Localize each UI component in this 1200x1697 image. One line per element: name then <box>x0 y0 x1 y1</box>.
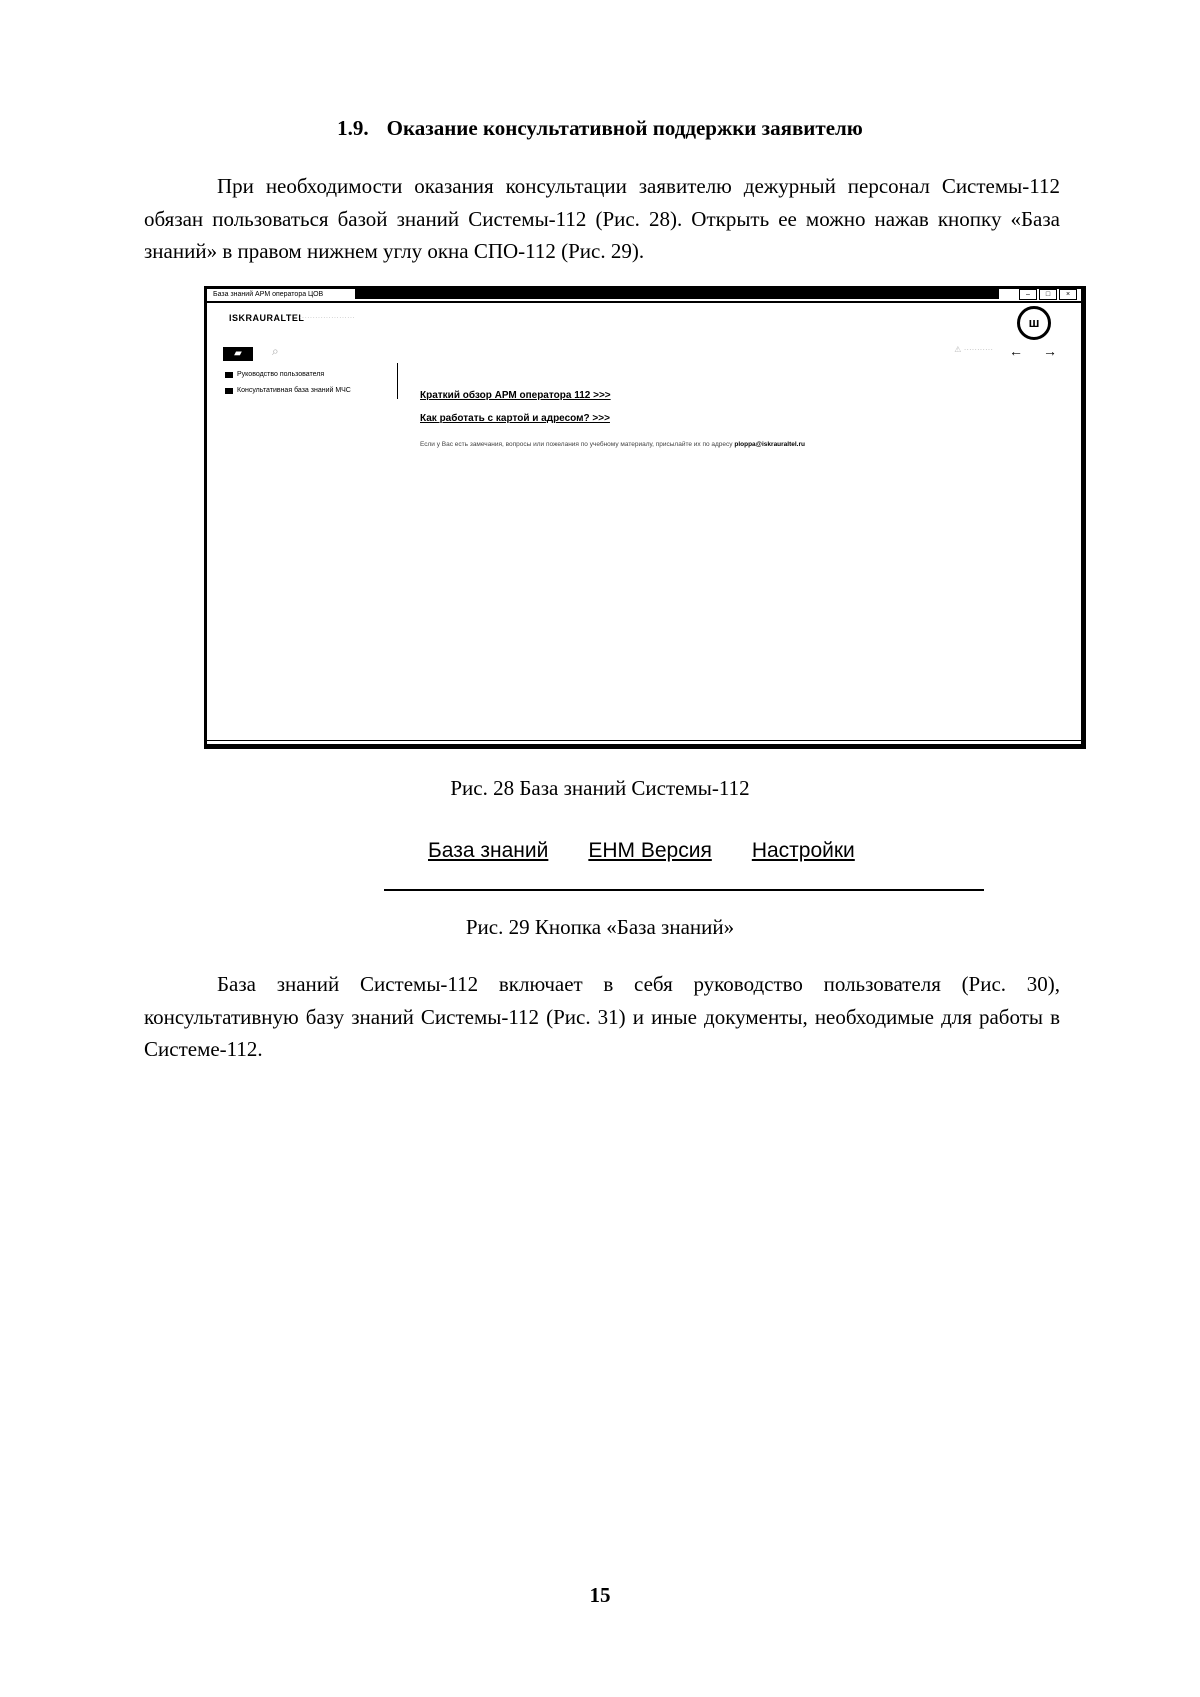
figure-button-bar <box>384 835 984 895</box>
page-number: 15 <box>589 1583 611 1607</box>
window-title: База знаний АРМ оператора ЦОВ <box>211 289 327 300</box>
link-map-address[interactable]: Как работать с картой и адресом? >>> <box>420 413 610 424</box>
paragraph-intro: При необходимости оказания консультации заявителю дежурный персонал Системы-112 обязан пользоваться базой знаний Системы-112 (Рис. 28). Открыть ее можно нажав кнопку «База знаний» в правом нижнем углу окна СПО-112 (Рис. 29). <box>144 174 1060 263</box>
feedback-note <box>420 441 805 448</box>
enm-version-button[interactable]: ЕНМ Версия <box>588 839 712 862</box>
tree-item-label: Консультативная база знаний МЧС <box>237 387 351 394</box>
window-titlebar <box>207 289 1081 303</box>
search-icon[interactable]: ⌕ <box>272 344 279 358</box>
brand-logo-text: ISKRAURALTEL <box>229 313 305 323</box>
brand-logo-icon: ш <box>1017 306 1051 340</box>
knowledge-search-faded[interactable]: ⚠ ··········· <box>954 345 993 354</box>
minimize-icon[interactable]: – <box>1019 289 1037 300</box>
figure28-caption: Рис. 28 База знаний Системы-112 <box>450 776 750 800</box>
titlebar-band <box>355 289 999 299</box>
paragraph-contents: База знаний Системы-112 включает в себя руководство пользователя (Рис. 30), консультативную базу знаний Системы-112 (Рис. 31) и иные документы, необходимые для работы в Системе-112. <box>144 972 1060 1061</box>
button-bar-rule <box>384 889 984 891</box>
brand-subtitle-faded: ····················· <box>299 313 355 322</box>
forward-arrow-icon[interactable]: → <box>1043 343 1057 359</box>
section-number: 1.9. <box>337 116 369 140</box>
feedback-email[interactable]: ploppa@iskrauraltel.ru <box>734 441 805 448</box>
figure-knowledge-base-window <box>204 286 1086 749</box>
folder-icon <box>225 388 233 394</box>
tree-item-mchs-kb[interactable] <box>225 383 351 399</box>
link-quick-overview[interactable]: Краткий обзор АРМ оператора 112 >>> <box>420 390 611 401</box>
maximize-icon[interactable]: □ <box>1039 289 1057 300</box>
tree-item-user-guide[interactable] <box>225 367 351 383</box>
section-title: Оказание консультативной поддержки заявителю <box>386 116 863 140</box>
close-icon[interactable]: × <box>1059 289 1077 300</box>
knowledge-base-button[interactable]: База знаний <box>428 839 549 862</box>
settings-button[interactable]: Настройки <box>751 839 855 862</box>
pane-divider[interactable] <box>397 363 398 399</box>
figure29-caption: Рис. 29 Кнопка «База знаний» <box>465 915 735 939</box>
bottom-buttons <box>428 839 855 863</box>
sidebar-tree <box>225 367 351 399</box>
tree-item-label: Руководство пользователя <box>237 371 325 378</box>
folder-icon <box>225 372 233 378</box>
back-arrow-icon[interactable]: ← <box>1009 343 1023 359</box>
feedback-text: Если у Вас есть замечания, вопросы или пожелания по учебному материалу, присылайте их по адресу <box>420 441 733 448</box>
window-controls <box>1019 289 1077 300</box>
main-links <box>420 384 611 430</box>
section-heading <box>0 116 1200 141</box>
home-icon[interactable]: ▰ <box>223 347 253 361</box>
status-line <box>207 740 1081 741</box>
